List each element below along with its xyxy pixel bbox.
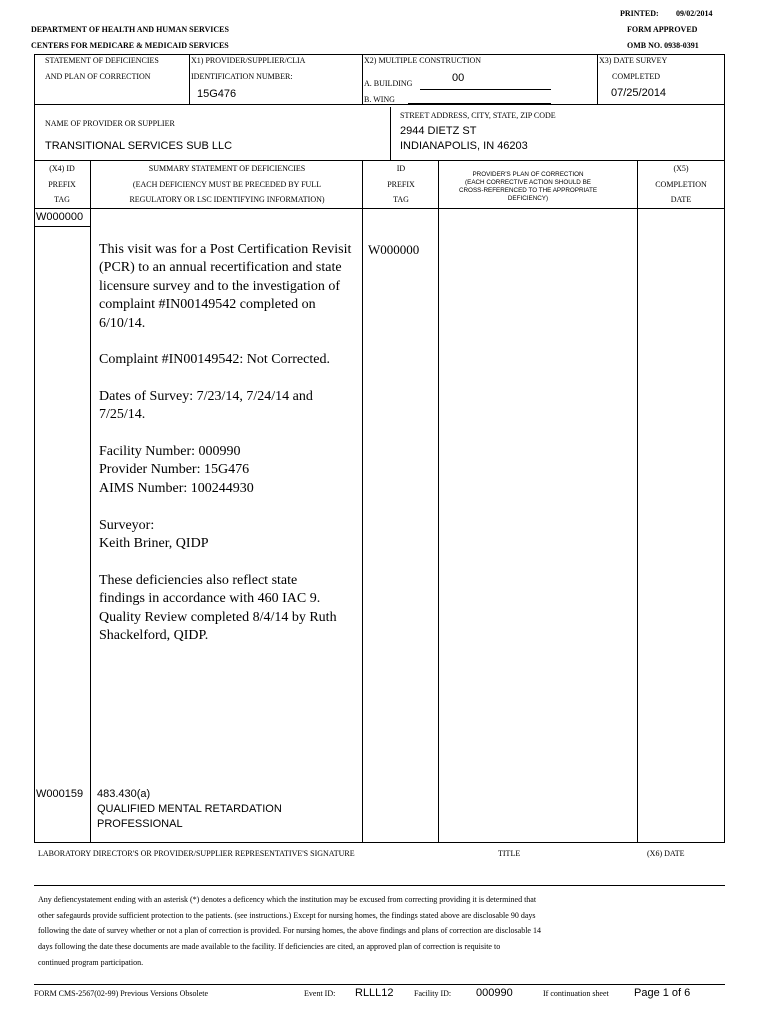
x4-head1: (X4) ID	[49, 164, 75, 173]
printed-date: 09/02/2014	[676, 9, 713, 18]
x5-head3: DATE	[670, 195, 692, 204]
summary-head1: SUMMARY STATEMENT OF DEFICIENCIES	[148, 164, 306, 173]
reg-483: 483.430(a)	[97, 788, 151, 800]
printed-label: PRINTED:	[620, 9, 659, 18]
x6-date-label: (X6) DATE	[647, 849, 685, 858]
signature-label: LABORATORY DIRECTOR'S OR PROVIDER/SUPPLIER REPRESENTATIVE'S SIGNATURE	[38, 849, 355, 858]
paragraph-dates: Dates of Survey: 7/23/14, 7/24/14 and 7/25/14.	[99, 389, 313, 423]
aims-number: AIMS Number: 100244930	[99, 481, 254, 496]
footnote-line3: following the date of survey whether or not a plan of correction is provided. For nursing homes, the above findings and plans of correction are disclosable 14	[38, 926, 541, 935]
x2-building-label: A. BUILDING	[364, 79, 413, 88]
event-id-label: Event ID:	[304, 989, 336, 998]
provider-value: TRANSITIONAL SERVICES SUB LLC	[45, 140, 233, 152]
x2-building-value: 00	[452, 72, 465, 84]
x4-head2: PREFIX	[48, 180, 76, 189]
address-line2: INDIANAPOLIS, IN 46203	[400, 140, 528, 152]
provider-number: Provider Number: 15G476	[99, 462, 250, 477]
page-number: Page 1 of 6	[634, 987, 691, 999]
id-head1: ID	[396, 164, 406, 173]
provider-label: NAME OF PROVIDER OR SUPPLIER	[45, 119, 175, 128]
x3-label2: COMPLETED	[612, 72, 660, 81]
form-number: FORM CMS-2567(02-99) Previous Versions Obsolete	[34, 989, 209, 998]
surveyor-name: Keith Briner, QIDP	[99, 536, 209, 551]
x2-label: X2) MULTIPLE CONSTRUCTION	[364, 56, 482, 65]
facility-id-value: 000990	[476, 987, 513, 999]
id-head2: PREFIX	[387, 180, 415, 189]
address-label: STREET ADDRESS, CITY, STATE, ZIP CODE	[400, 111, 556, 120]
tag-right-w000000: W000000	[368, 242, 420, 257]
reg-title-line2: PROFESSIONAL	[97, 818, 183, 830]
facility-number: Facility Number: 000990	[99, 444, 241, 459]
footnote-line4: days following the date these documents are made available to the facility. If deficiencies are cited, an approved plan of correction is requisite to	[38, 942, 501, 951]
x3-label: X3) DATE SURVEY	[599, 56, 668, 65]
x2-wing-label: B. WING	[364, 95, 395, 104]
surveyor-label: Surveyor:	[99, 518, 155, 533]
x1-value: 15G476	[197, 88, 237, 100]
x5-head2: COMPLETION	[655, 180, 707, 189]
centers-title: CENTERS FOR MEDICARE & MEDICAID SERVICES	[31, 41, 229, 50]
paragraph-findings: These deficiencies also reflect state findings in accordance with 460 IAC 9. Quality Review completed 8/4/14 by Ruth Shackelford, QIDP.	[99, 573, 337, 644]
x3-value: 07/25/2014	[611, 87, 667, 99]
plan-head1: PROVIDER'S PLAN OF CORRECTION	[472, 171, 584, 178]
id-head3: TAG	[393, 195, 409, 204]
plan-label: AND PLAN OF CORRECTION	[45, 72, 151, 81]
tag-w000000: W000000	[36, 211, 84, 223]
plan-head2: (EACH CORRECTIVE ACTION SHOULD BE	[465, 179, 591, 186]
reg-title-line1: QUALIFIED MENTAL RETARDATION	[97, 803, 282, 815]
facility-id-label: Facility ID:	[414, 989, 452, 998]
x1-label: X1) PROVIDER/SUPPLIER/CLIA	[191, 56, 306, 65]
summary-head3: REGULATORY OR LSC IDENTIFYING INFORMATION)	[129, 195, 325, 204]
plan-head4: DEFICIENCY)	[507, 195, 549, 202]
footnote-line5: continued program participation.	[38, 958, 144, 967]
paragraph-complaint: Complaint #IN00149542: Not Corrected.	[99, 352, 330, 367]
footnote-line1: Any defiencystatement ending with an asterisk (*) denotes a deficency which the institution may be excused from correcting providing it is determined that	[38, 895, 537, 904]
address-line1: 2944 DIETZ ST	[400, 125, 477, 137]
event-id-value: RLLL12	[355, 987, 394, 999]
omb-number: OMB NO. 0938-0391	[627, 41, 699, 50]
statement-label: STATEMENT OF DEFICIENCIES	[45, 56, 159, 65]
form-approved: FORM APPROVED	[627, 25, 698, 34]
x5-head1: (X5)	[673, 164, 689, 173]
tag-w000159: W000159	[36, 788, 84, 800]
footnote-line2: other safegaurds provide sufficient protection to the patients. (see instructions.) Except for nursing homes, the findings stated above are disclosable 90 days	[38, 911, 536, 920]
continuation-label: If continuation sheet	[543, 989, 609, 998]
dept-title: DEPARTMENT OF HEALTH AND HUMAN SERVICES	[31, 25, 229, 34]
plan-head3: CROSS-REFERENCED TO THE APPROPRIATE	[458, 187, 598, 194]
title-label: TITLE	[498, 849, 521, 858]
paragraph-visit: This visit was for a Post Certification Revisit (PCR) to an annual recertification and state licensure survey and to the investigation of complaint #IN00149542 completed on 6/10/14.	[99, 242, 352, 331]
x4-head3: TAG	[54, 195, 70, 204]
x1-label2: IDENTIFICATION NUMBER:	[191, 72, 293, 81]
summary-head2: (EACH DEFICIENCY MUST BE PRECEDED BY FULL	[132, 180, 322, 189]
